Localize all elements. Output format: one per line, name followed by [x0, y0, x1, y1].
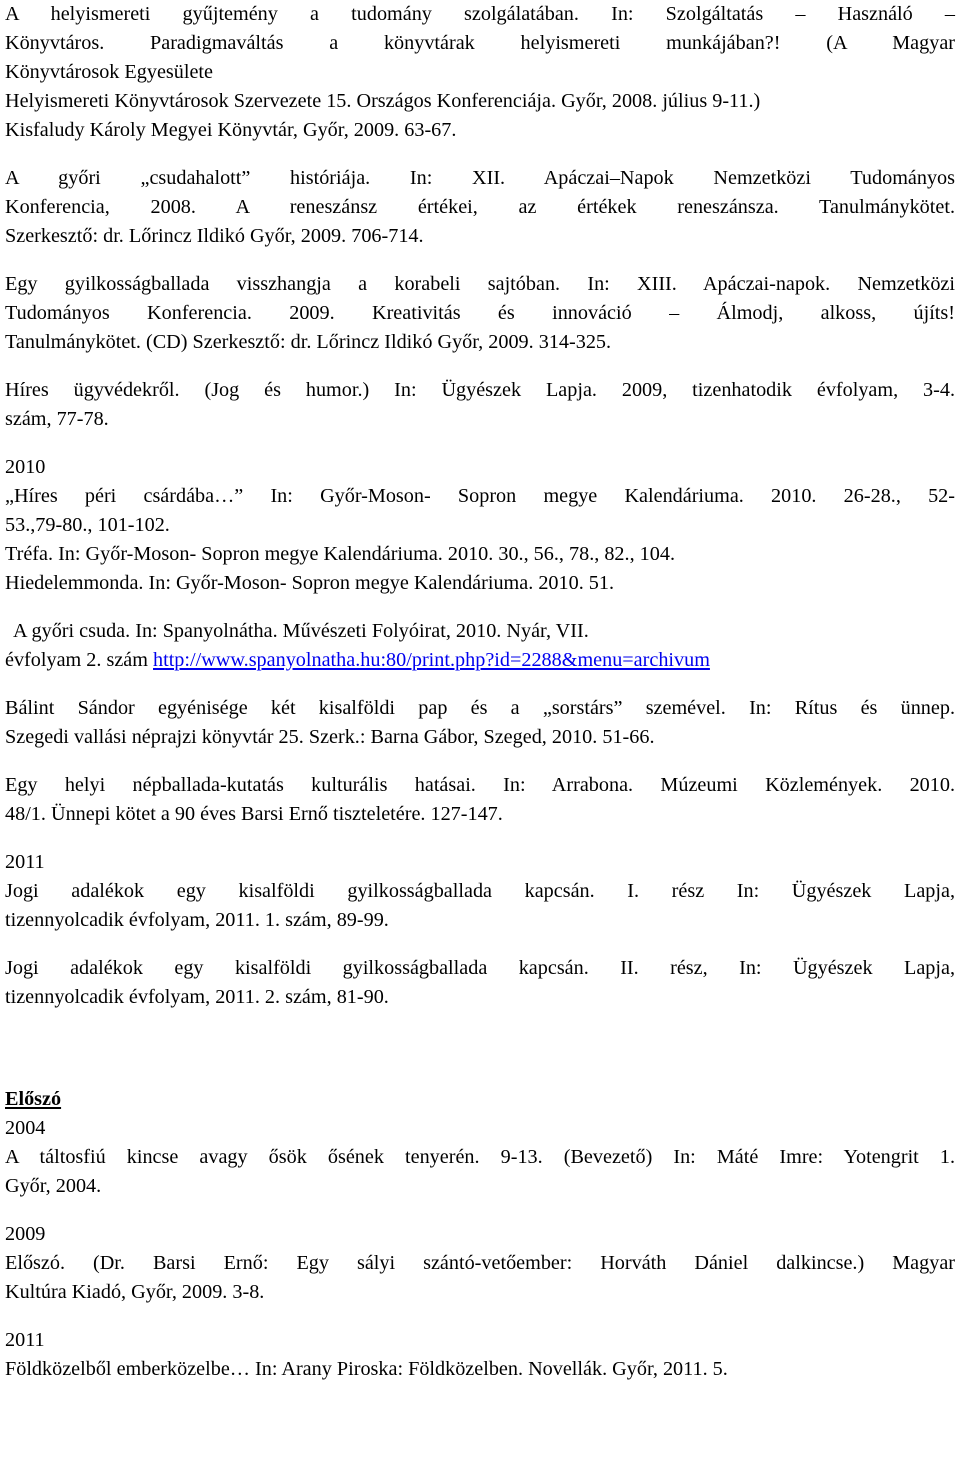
- entry-line: 53.,79-80., 101-102.: [5, 514, 170, 536]
- entry-line: Tanulmánykötet. (CD) Szerkesztő: dr. Lőrincz Ildikó Győr, 2009. 314-325.: [5, 331, 612, 353]
- entry-line: Földközelből emberközelbe… In: Arany Piroska: Földközelben. Novellák. Győr, 2011. 5.: [5, 1358, 728, 1380]
- bibliography-entry: [5, 617, 955, 675]
- archive-link[interactable]: http://www.spanyolnatha.hu:80/print.php?id=2288&menu=archivum: [153, 649, 710, 671]
- entry-line: Előszó. (Dr. Barsi Ernő: Egy sályi szántó-vetőember: Horváth Dániel dalkincse.) Magyar: [5, 1252, 955, 1274]
- entry-line: Egy gyilkosságballada visszhangja a korabeli sajtóban. In: XIII. Apáczai-napok. Nemzetközi: [5, 273, 955, 295]
- bibliography-entry: [5, 954, 955, 1012]
- foreword-entry: [5, 1114, 955, 1201]
- entry-line: Tudományos Konferencia. 2009. Kreativitás és innováció – Álmodj, alkoss, újíts!: [5, 302, 955, 324]
- bibliography-entry: [5, 771, 955, 829]
- entry-line: Helyismereti Könyvtárosok Szervezete 15. Országos Konferenciája. Győr, 2008. július 9-11.): [5, 90, 761, 112]
- entry-line: Szerkesztő: dr. Lőrincz Ildikó Győr, 2009. 706-714.: [5, 225, 424, 247]
- entry-line: A győri „csudahalott” históriája. In: XII. Apáczai–Napok Nemzetközi Tudományos: [5, 167, 955, 189]
- entry-line: Jogi adalékok egy kisalföldi gyilkosságballada kapcsán. I. rész In: Ügyészek Lapja,: [5, 880, 955, 902]
- entry-line: Győr, 2004.: [5, 1175, 102, 1197]
- entry-line: Szegedi vallási néprajzi könyvtár 25. Szerk.: Barna Gábor, Szeged, 2010. 51-66.: [5, 726, 655, 748]
- entry-line: Tréfa. In: Győr-Moson- Sopron megye Kalendáriuma. 2010. 30., 56., 78., 82., 104.: [5, 543, 675, 565]
- bibliography-entry: [5, 848, 955, 935]
- entry-line: Kisfaludy Károly Megyei Könyvtár, Győr, 2009. 63-67.: [5, 119, 457, 141]
- entry-line: Kultúra Kiadó, Győr, 2009. 3-8.: [5, 1281, 265, 1303]
- entry-line: [5, 646, 955, 675]
- document-page: [5, 0, 955, 1384]
- entry-line: Konferencia, 2008. A reneszánsz értékei, az értékek reneszánsza. Tanulmánykötet.: [5, 196, 955, 218]
- entry-line: A táltosfiú kincse avagy ősök ősének tenyerén. 9-13. (Bevezető) In: Máté Imre: Yotengrit 1.: [5, 1146, 955, 1168]
- entry-line: Hiedelemmonda. In: Győr-Moson- Sopron megye Kalendáriuma. 2010. 51.: [5, 572, 615, 594]
- bibliography-entry: [5, 453, 955, 598]
- year-heading: 2009: [5, 1223, 46, 1245]
- entry-line: Bálint Sándor egyénisége két kisalföldi pap és a „sorstárs” szemével. In: Rítus és ünnep.: [5, 697, 955, 719]
- year-heading: 2011: [5, 851, 45, 873]
- entry-line: „Híres péri csárdába…” In: Győr-Moson- Sopron megye Kalendáriuma. 2010. 26-28., 52-: [5, 485, 955, 507]
- foreword-entry: [5, 1220, 955, 1307]
- entry-line: 48/1. Ünnepi kötet a 90 éves Barsi Ernő tiszteletére. 127-147.: [5, 803, 503, 825]
- entry-line: Egy helyi népballada-kutatás kulturális hatásai. In: Arrabona. Múzeumi Közlemények. 2010.: [5, 774, 955, 796]
- section-heading: Előszó: [5, 1088, 62, 1110]
- year-heading: 2004: [5, 1117, 46, 1139]
- entry-line: szám, 77-78.: [5, 408, 109, 430]
- entry-line: Híres ügyvédekről. (Jog és humor.) In: Ügyészek Lapja. 2009, tizenhatodik évfolyam, 3-4.: [5, 379, 955, 401]
- entry-line: Jogi adalékok egy kisalföldi gyilkosságballada kapcsán. II. rész, In: Ügyészek Lapja,: [5, 957, 955, 979]
- year-heading: 2010: [5, 456, 46, 478]
- bibliography-entry: [5, 0, 955, 145]
- entry-line: Könyvtáros. Paradigmaváltás a könyvtárak helyismereti munkájában?! (A Magyar: [5, 32, 955, 54]
- bibliography-entry: [5, 164, 955, 251]
- foreword-entry: [5, 1326, 955, 1384]
- entry-line: A győri csuda. In: Spanyolnátha. Művészeti Folyóirat, 2010. Nyár, VII.: [13, 620, 589, 642]
- bibliography-entry: [5, 376, 955, 434]
- bibliography-entry: [5, 270, 955, 357]
- entry-line: tizennyolcadik évfolyam, 2011. 2. szám, 81-90.: [5, 986, 389, 1008]
- entry-line: Könyvtárosok Egyesülete: [5, 61, 213, 83]
- entry-line: tizennyolcadik évfolyam, 2011. 1. szám, 89-99.: [5, 909, 389, 931]
- year-heading: 2011: [5, 1329, 45, 1351]
- bibliography-entry: [5, 694, 955, 752]
- entry-line: A helyismereti gyűjtemény a tudomány szolgálatában. In: Szolgáltatás – Használó –: [5, 3, 955, 25]
- entry-line-text: évfolyam 2. szám: [5, 649, 153, 671]
